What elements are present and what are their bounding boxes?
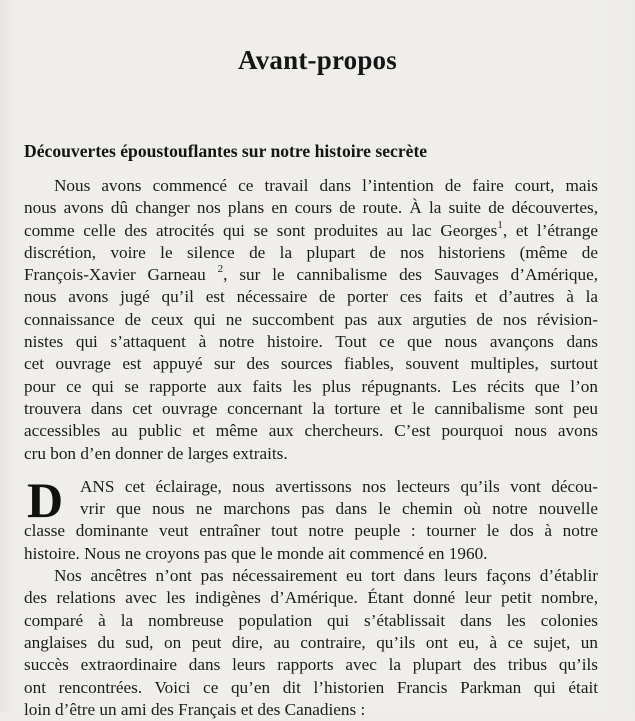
body-text [24, 175, 598, 721]
text-line: connaissance de ceux qui ne succombent pas aux arguties de nos révision- [24, 309, 598, 329]
paragraph-gap [24, 465, 598, 476]
text-line [24, 264, 598, 286]
text-line: discrétion, voire le silence de la plupart de nos historiens (même de [24, 242, 598, 262]
text-line [24, 220, 598, 242]
section-heading: Découvertes époustouflantes sur notre histoire secrète [24, 141, 428, 161]
text-line: nous avons jugé qu’il est nécessaire de porter ces faits et d’autres à la [24, 287, 598, 307]
text-line: vrir que nous ne marchons pas dans le chemin où notre nouvelle [80, 499, 598, 519]
footnote-marker[interactable]: 1 [497, 218, 503, 231]
text-line: classe dominante veut entraîner tout notre peuple : tourner le dos à notre [24, 521, 598, 541]
text-fragment: , et l’étrange [502, 220, 598, 240]
paragraph-1 [24, 175, 598, 465]
text-line: des relations avec les indigènes d’Amérique. Étant donné leur petit nombre, [24, 588, 598, 608]
small-caps-word: ANS [80, 476, 115, 496]
text-line: comparé à la nombreuse population qui s’établissait dans les colonies [24, 610, 598, 630]
text-line [24, 476, 598, 498]
text-line: nistes qui s’attaquent à notre histoire. Tout ce que nous avançons dans [24, 332, 598, 352]
text-line: cet ouvrage est appuyé sur des sources fiables, souvent multiples, surtout [24, 354, 598, 374]
text-fragment: François-Xavier Garneau [24, 265, 218, 285]
page-title: Avant-propos [238, 45, 397, 75]
text-line: pour ce qui se rapporte aux faits les plus répugnants. Les récits que l’on [24, 376, 598, 396]
text-line: nous avons dû changer nos plans en cours de route. À la suite de découvertes, [24, 198, 598, 218]
text-line: Nous avons commencé ce travail dans l’intention de faire court, mais [54, 176, 598, 195]
text-line: trouvera dans cet ouvrage concernant la torture et le cannibalisme sont peu [24, 398, 598, 418]
text-line: anglaises du sud, on peut dire, au contraire, qu’ils ont eu, à ce sujet, un [24, 632, 598, 652]
text-line: loin d’être un ami des Français et des Canadiens : [24, 699, 366, 719]
text-line: Nos ancêtres n’ont pas nécessairement eu tort dans leurs façons d’établir [54, 566, 598, 586]
text-line: histoire. Nous ne croyons pas que le monde ait commencé en 1960. [24, 543, 488, 563]
text-fragment: comme celle des atrocités qui se sont produites au lac Georges [24, 220, 498, 240]
text-line: cru bon d’en donner de larges extraits. [24, 443, 288, 463]
drop-cap: D [27, 471, 64, 528]
text-line: succès extraordinaire dans leurs rapports avec la plupart des tribus qu’ils [24, 655, 598, 675]
paragraph-3 [24, 565, 598, 721]
text-fragment: , sur le cannibalisme des Sauvages d’Amérique, [223, 265, 598, 285]
text-line: ont rencontrées. Voici ce qu’en dit l’historien Francis Parkman qui était [24, 677, 598, 697]
text-fragment: cet éclairage, nous avertissons nos lecteurs qu’ils vont décou- [114, 476, 598, 496]
text-line: accessibles au public et même aux chercheurs. C’est pourquoi nous avons [24, 421, 598, 441]
footnote-marker[interactable]: 2 [217, 263, 224, 276]
paragraph-2 [24, 471, 598, 565]
